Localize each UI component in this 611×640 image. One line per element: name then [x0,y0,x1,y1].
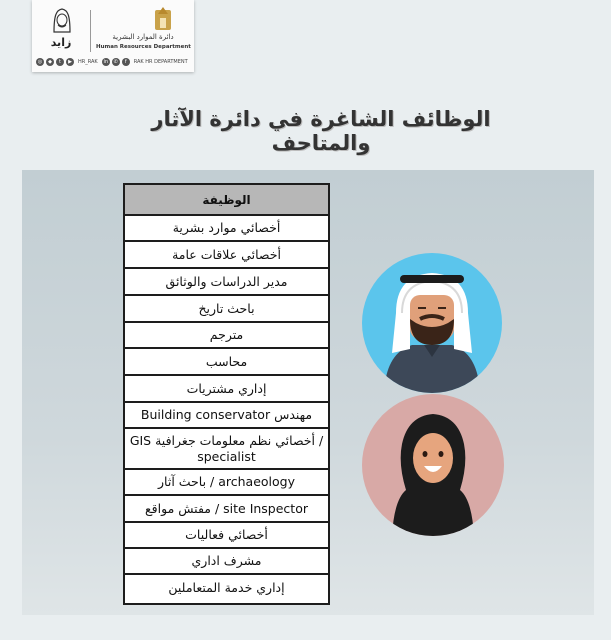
facebook-icon[interactable]: f [122,58,130,66]
table-row: أخصائي فعاليات [125,523,328,549]
table-header: الوظيفة [125,185,328,216]
table-row: مترجم [125,323,328,349]
table-row: site Inspector / مفتش مواقع [125,496,328,523]
social-links [36,57,192,67]
zayed-logo-text: زايد [50,36,72,49]
table-row: archaeology / باحث آثار [125,470,328,496]
whatsapp-icon[interactable]: ✆ [113,59,118,65]
table-row: مشرف اداري [125,549,328,575]
table-row: محاسب [125,349,328,376]
jobs-table [123,183,330,605]
card-divider [90,10,91,52]
table-row: باحث تاريخ [125,296,328,323]
hr-emblem-icon [152,4,174,32]
linkedin-icon[interactable]: in [103,59,108,65]
snapchat-icon[interactable]: ◆ [46,58,54,66]
zayed-portrait-icon [48,6,76,34]
table-row: إداري مشتريات [125,376,328,403]
table-row: مهندس Building conservator [125,403,328,429]
social-handle[interactable]: HR_RAK [78,59,98,65]
table-row: أخصائي موارد بشرية [125,216,328,242]
department-name-ar: دائرة الموارد البشرية [112,33,174,41]
female-avatar-icon [362,394,504,536]
youtube-icon[interactable]: ▶ [66,58,74,66]
table-row: مدير الدراسات والوثائق [125,269,328,296]
page-title: الوظائف الشاغرة في دائرة الآثار والمتاحف [151,107,491,155]
twitter-icon[interactable]: t [56,58,64,66]
logo-card [32,0,194,72]
male-avatar-icon [362,253,502,393]
instagram-icon[interactable]: ◎ [37,59,43,65]
table-row: / أخصائي نظم معلومات جغرافية GIS specialist [125,429,328,470]
department-name-en: Human Resources Department [96,44,191,50]
table-row: إداري خدمة المتعاملين [168,580,285,596]
social-handle-department[interactable]: RAK HR DEPARTMENT [133,59,188,65]
table-row: أخصائي علاقات عامة [125,242,328,269]
